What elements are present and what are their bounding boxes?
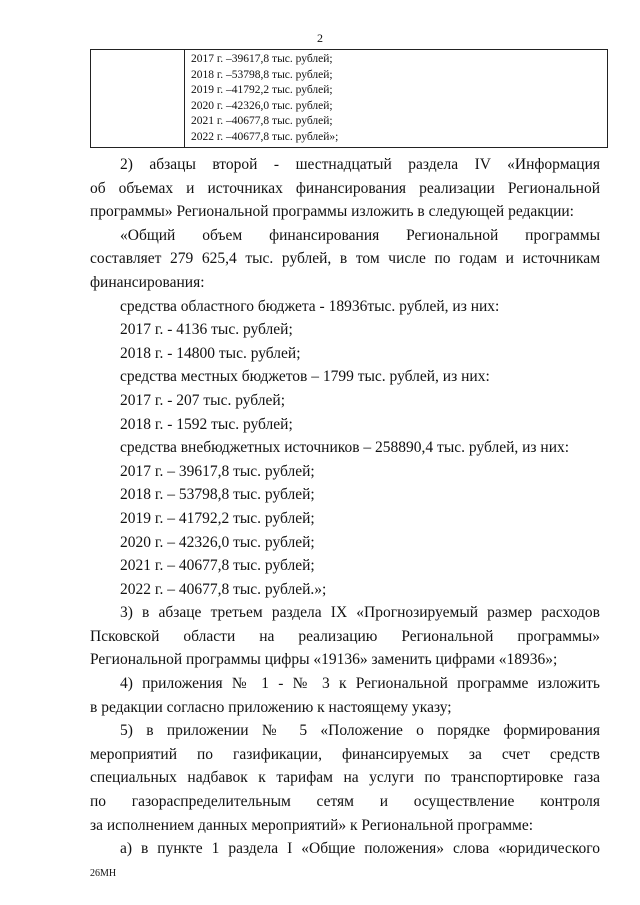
table-row: 2021 г. –40677,8 тыс. рублей; — [191, 115, 333, 127]
paragraph-line: средства областного бюджета - 18936тыс. рублей, из них: — [120, 297, 500, 315]
paragraph-line: 2018 г. - 14800 тыс. рублей; — [120, 344, 301, 362]
paragraph-line: за исполнением данных мероприятий» к Региональной программе: — [90, 816, 534, 834]
paragraph-line: а) в пункте 1 раздела I «Общие положения» слова «юридического — [120, 840, 600, 858]
paragraph-line: специальных надбавок к тарифам на услуги по транспортировке газа — [90, 769, 600, 787]
paragraph-line: составляет 279 625,4 тыс. рублей, в том числе по годам и источникам — [90, 250, 600, 268]
paragraph-line: средства внебюджетных источников – 258890,4 тыс. рублей, из них: — [120, 439, 570, 457]
document-code: 26МН — [90, 868, 117, 879]
table-row: 2022 г. –40677,8 тыс. рублей»; — [191, 130, 339, 143]
paragraph-line: 2017 г. - 4136 тыс. рублей; — [120, 321, 293, 339]
table-row: 2017 г. –39617,8 тыс. рублей; — [191, 53, 333, 65]
paragraph-line: 5) в приложении № 5 «Положение о порядке формирования — [120, 722, 600, 740]
paragraph-line: средства местных бюджетов – 1799 тыс. рублей, из них: — [120, 368, 490, 386]
funding-table — [90, 49, 608, 148]
paragraph-line: 2019 г. – 41792,2 тыс. рублей; — [120, 509, 315, 527]
paragraph-line: 2017 г. - 207 тыс. рублей; — [120, 391, 286, 409]
paragraph-line: программы» Региональной программы изложить в следующей редакции: — [90, 203, 574, 221]
paragraph-line: Псковской области на реализацию Региональной программы» — [90, 627, 600, 645]
paragraph-line: 2021 г. – 40677,8 тыс. рублей; — [120, 557, 315, 575]
paragraph-line: по газораспределительным сетям и осуществление контроля — [90, 793, 600, 811]
paragraph-line: 2020 г. – 42326,0 тыс. рублей; — [120, 533, 315, 551]
document-body — [90, 153, 600, 861]
table-row: 2018 г. –53798,8 тыс. рублей; — [191, 68, 333, 81]
table-values-cell — [191, 52, 603, 145]
table-row: 2019 г. –41792,2 тыс. рублей; — [191, 84, 333, 96]
paragraph-line: 2022 г. – 40677,8 тыс. рублей.»; — [120, 580, 327, 598]
paragraph-line: 4) приложения № 1 - № 3 к Региональной программе изложить — [120, 675, 600, 693]
paragraph-line: 3) в абзаце третьем раздела IX «Прогнозируемый размер расходов — [120, 604, 600, 622]
paragraph-line: Региональной программы цифры «19136» заменить цифрами «18936»; — [90, 651, 558, 669]
page-number: 2 — [317, 31, 323, 45]
paragraph-line: 2017 г. – 39617,8 тыс. рублей; — [120, 462, 315, 480]
paragraph-line: мероприятий по газификации, финансируемых за счет средств — [90, 745, 600, 763]
table-row: 2020 г. –42326,0 тыс. рублей; — [191, 99, 333, 112]
paragraph-line: финансирования: — [90, 273, 205, 291]
table-column-divider — [184, 50, 185, 147]
paragraph-line: в редакции согласно приложению к настоящему указу; — [90, 698, 452, 716]
paragraph-line: об объемах и источниках финансирования реализации Региональной — [90, 179, 600, 197]
paragraph-line: 2018 г. – 53798,8 тыс. рублей; — [120, 486, 315, 504]
paragraph-line: 2018 г. - 1592 тыс. рублей; — [120, 415, 293, 433]
paragraph-line: «Общий объем финансирования Региональной программы — [120, 226, 600, 244]
paragraph-line: 2) абзацы второй - шестнадцатый раздела IV «Информация — [120, 156, 600, 173]
